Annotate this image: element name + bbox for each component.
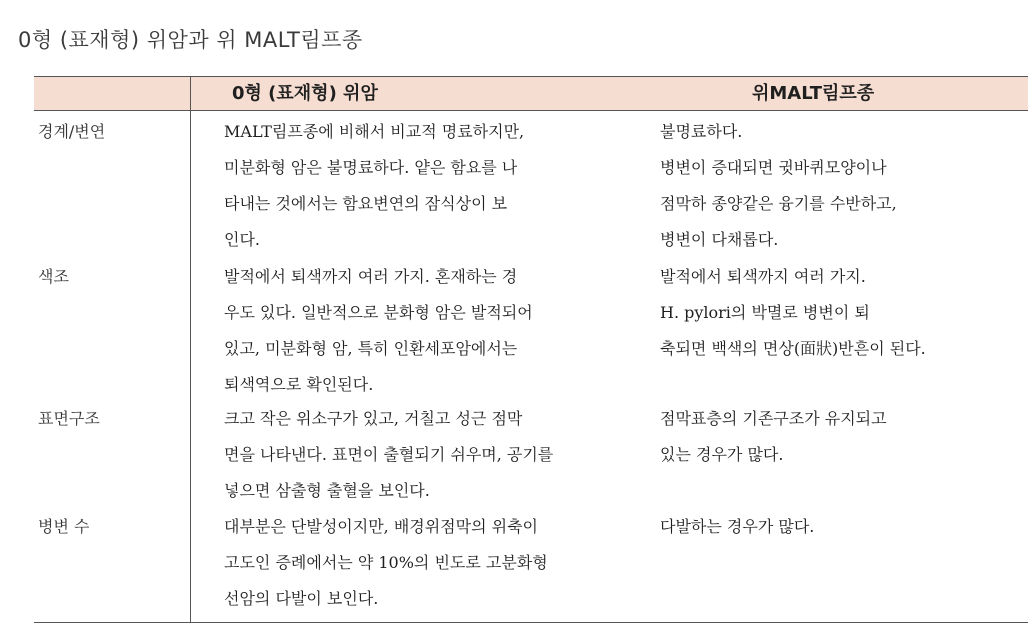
- table-header-band: [34, 77, 1028, 110]
- cell-line: 타내는 것에서는 함요변연의 잠식상이 보: [224, 194, 508, 213]
- table-cell-border-malt: [660, 114, 897, 258]
- cell-line: 발적에서 퇴색까지 여러 가지. 혼재하는 경: [224, 267, 518, 286]
- row-label-border: 경계/변연: [38, 122, 106, 141]
- cell-line: 점막표층의 기존구조가 유지되고: [660, 409, 887, 428]
- page-title: 0형 (표재형) 위암과 위 MALT림프종: [18, 28, 363, 52]
- header-gastric-cancer: 0형 (표재형) 위암: [232, 83, 378, 104]
- cell-line: 면을 나타낸다. 표면이 출혈되기 쉬우며, 공기를: [224, 445, 554, 464]
- table-cell-count-malt: [660, 509, 814, 545]
- row-label-color: 색조: [38, 267, 69, 286]
- cell-line: 점막하 종양같은 융기를 수반하고,: [660, 194, 897, 213]
- cell-line: 있고, 미분화형 암, 특히 인환세포암에서는: [224, 339, 518, 358]
- cell-line: 있는 경우가 많다.: [660, 445, 784, 464]
- cell-line: 병변이 다채롭다.: [660, 230, 779, 249]
- cell-line: H. pylori의 박멸로 병변이 퇴: [660, 303, 870, 322]
- cell-line: 대부분은 단발성이지만, 배경위점막의 위축이: [224, 517, 539, 536]
- cell-line: 크고 작은 위소구가 있고, 거칠고 성근 점막: [224, 409, 523, 428]
- cell-line: 다발하는 경우가 많다.: [660, 517, 815, 536]
- cell-line: 미분화형 암은 불명료하다. 얕은 함요를 나: [224, 158, 518, 177]
- table-cell-surface-malt: [660, 401, 887, 473]
- table-header-rule: [34, 110, 1028, 111]
- table-cell-count-cancer: [224, 509, 548, 617]
- column-divider: [190, 77, 191, 622]
- cell-line: 선암의 다발이 보인다.: [224, 589, 379, 608]
- cell-line: 병변이 증대되면 귓바퀴모양이나: [660, 158, 887, 177]
- cell-line: MALT림프종에 비해서 비교적 명료하지만,: [224, 122, 525, 141]
- cell-line: 발적에서 퇴색까지 여러 가지.: [660, 267, 866, 286]
- cell-line: 고도인 증례에서는 약 10%의 빈도로 고분화형: [224, 553, 548, 572]
- table-cell-color-cancer: [224, 259, 533, 403]
- table-bottom-rule: [34, 622, 1028, 623]
- table-cell-color-malt: [660, 259, 926, 367]
- header-malt-lymphoma: 위MALT림프종: [752, 83, 875, 104]
- cell-line: 퇴색역으로 확인된다.: [224, 375, 374, 394]
- cell-line: 불명료하다.: [660, 122, 743, 141]
- table-cell-surface-cancer: [224, 401, 553, 509]
- cell-line: 축되면 백색의 면상(面狀)반흔이 된다.: [660, 339, 926, 358]
- table-cell-border-cancer: [224, 114, 524, 258]
- cell-line: 우도 있다. 일반적으로 분화형 암은 발적되어: [224, 303, 533, 322]
- row-label-surface: 표면구조: [38, 409, 100, 428]
- row-label-lesion-count: 병변 수: [38, 517, 90, 536]
- cell-line: 인다.: [224, 230, 260, 249]
- cell-line: 넣으면 삼출형 출혈을 보인다.: [224, 481, 430, 500]
